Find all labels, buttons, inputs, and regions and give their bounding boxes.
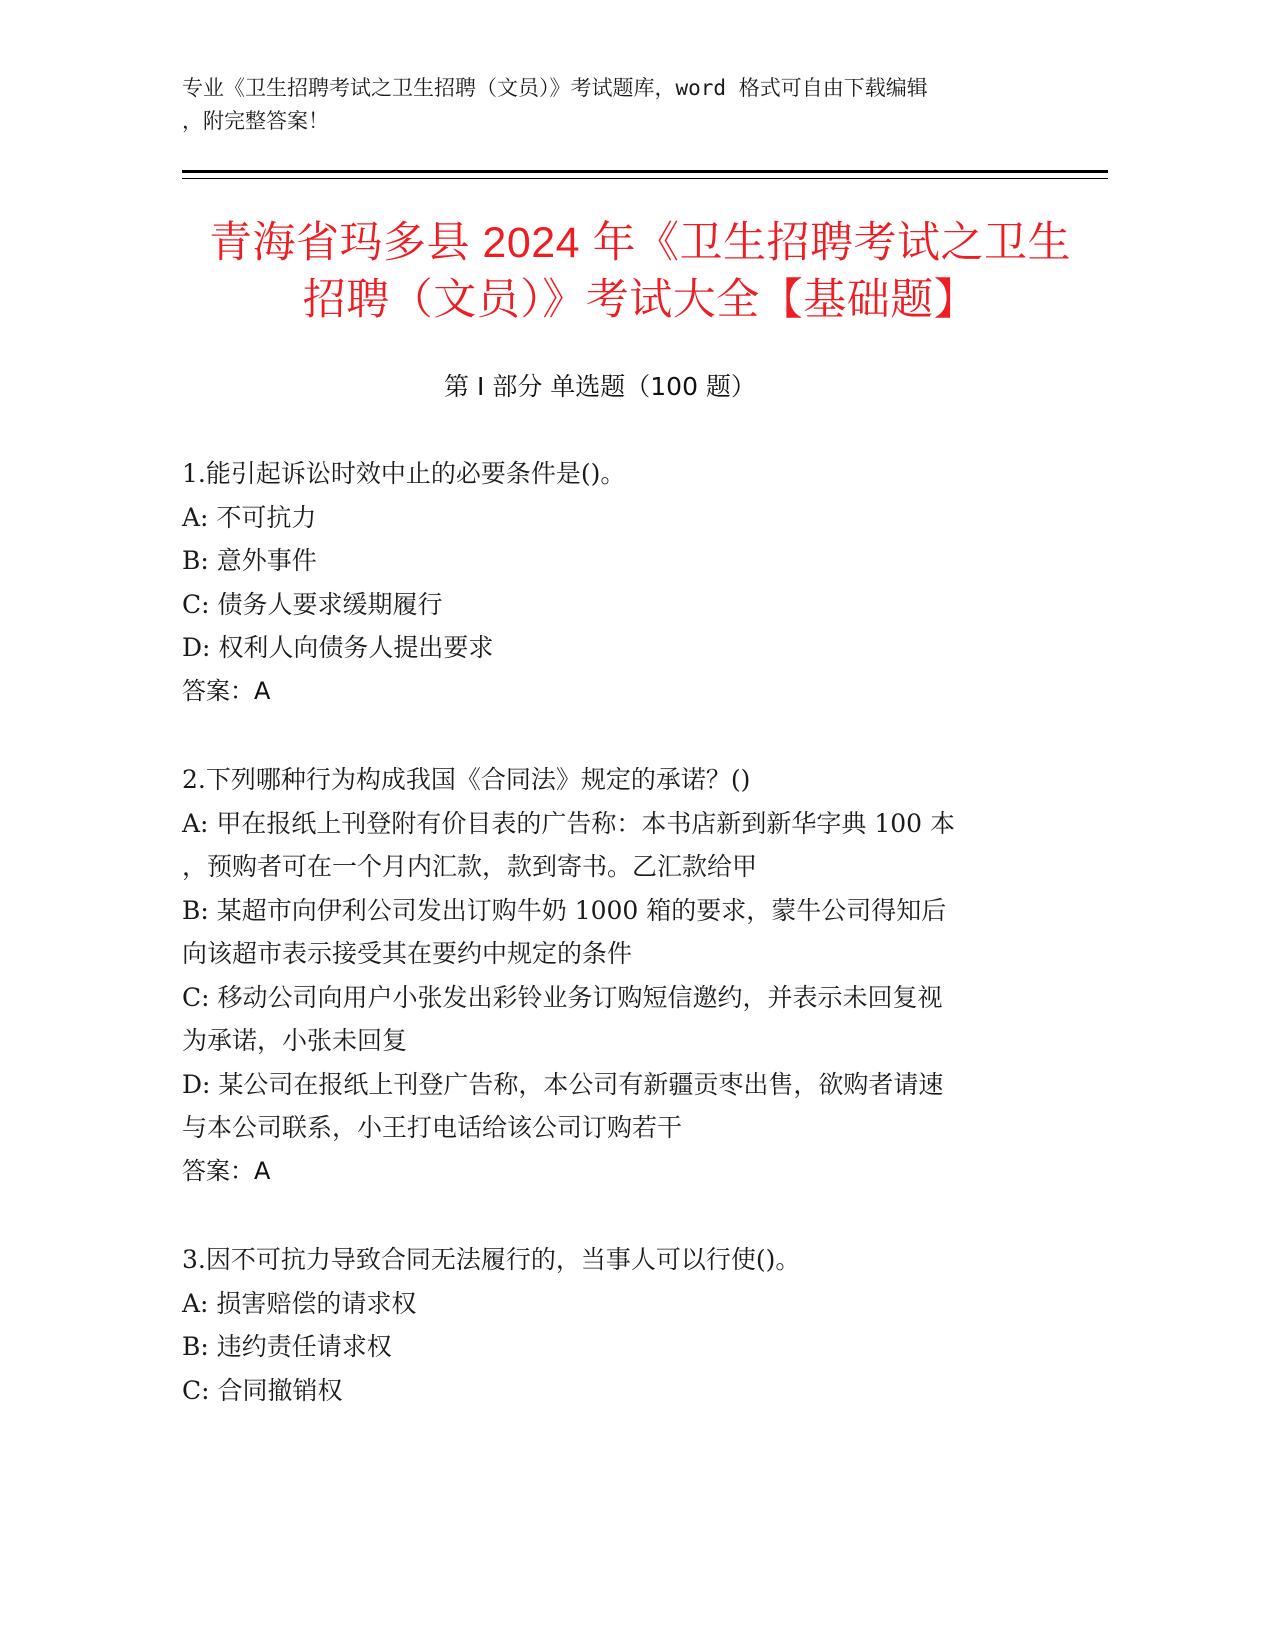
section-heading: 第 I 部分 单选题（100 题）: [444, 372, 756, 401]
option-d: D: 权利人向债务人提出要求: [182, 633, 494, 662]
header-divider-thin: [182, 178, 1108, 179]
header-divider-thick: [182, 170, 1108, 173]
option-c: C: 债务人要求缓期履行: [182, 589, 443, 619]
option-a: A: 不可抗力: [182, 502, 317, 532]
answer-line: 答案：A: [182, 1156, 271, 1185]
header-note-line-2: ，附完整答案！: [182, 109, 329, 133]
option-b: B: 某超市向伊利公司发出订购牛奶 1000 箱的要求，蒙牛公司得知后: [182, 895, 947, 925]
option-a: A: 甲在报纸上刊登附有价目表的广告称：本书店新到新华字典 100 本: [182, 808, 956, 838]
question-1: [182, 452, 1042, 713]
document-title: [150, 215, 1130, 329]
option-d: D: 某公司在报纸上刊登广告称，本公司有新疆贡枣出售，欲购者请速: [182, 1069, 944, 1099]
option-d-continued: 与本公司联系，小王打电话给该公司订购若干: [182, 1113, 683, 1142]
question-3: [182, 1238, 1042, 1412]
answer-line: 答案：A: [182, 676, 271, 705]
header-note-line-1: 专业《卫生招聘考试之卫生招聘（文员）》考试题库，word 格式可自由下载编辑: [182, 76, 928, 100]
option-b-continued: 向该超市表示接受其在要约中规定的条件: [182, 939, 633, 968]
option-a: A: 损害赔偿的请求权: [182, 1288, 417, 1318]
question-stem: 2.下列哪种行为构成我国《合同法》规定的承诺？(): [182, 765, 751, 794]
option-a-continued: ，预购者可在一个月内汇款，款到寄书。乙汇款给甲: [182, 852, 758, 881]
question-2: [182, 758, 1042, 1193]
header-note: [182, 72, 1042, 138]
document-title-line-1: 青海省玛多县 2024 年《卫生招聘考试之卫生: [208, 219, 1072, 267]
option-c: C: 移动公司向用户小张发出彩铃业务订购短信邀约，并表示未回复视: [182, 982, 943, 1012]
question-stem: 3.因不可抗力导致合同无法履行的，当事人可以行使()。: [182, 1245, 801, 1274]
document-title-line-2: 招聘（文员）》考试大全【基础题】: [302, 276, 978, 324]
option-b: B: 违约责任请求权: [182, 1332, 392, 1361]
option-c: C: 合同撤销权: [182, 1375, 343, 1405]
option-b: B: 意外事件: [182, 546, 317, 575]
option-c-continued: 为承诺，小张未回复: [182, 1026, 408, 1055]
question-stem: 1.能引起诉讼时效中止的必要条件是()。: [182, 459, 626, 488]
